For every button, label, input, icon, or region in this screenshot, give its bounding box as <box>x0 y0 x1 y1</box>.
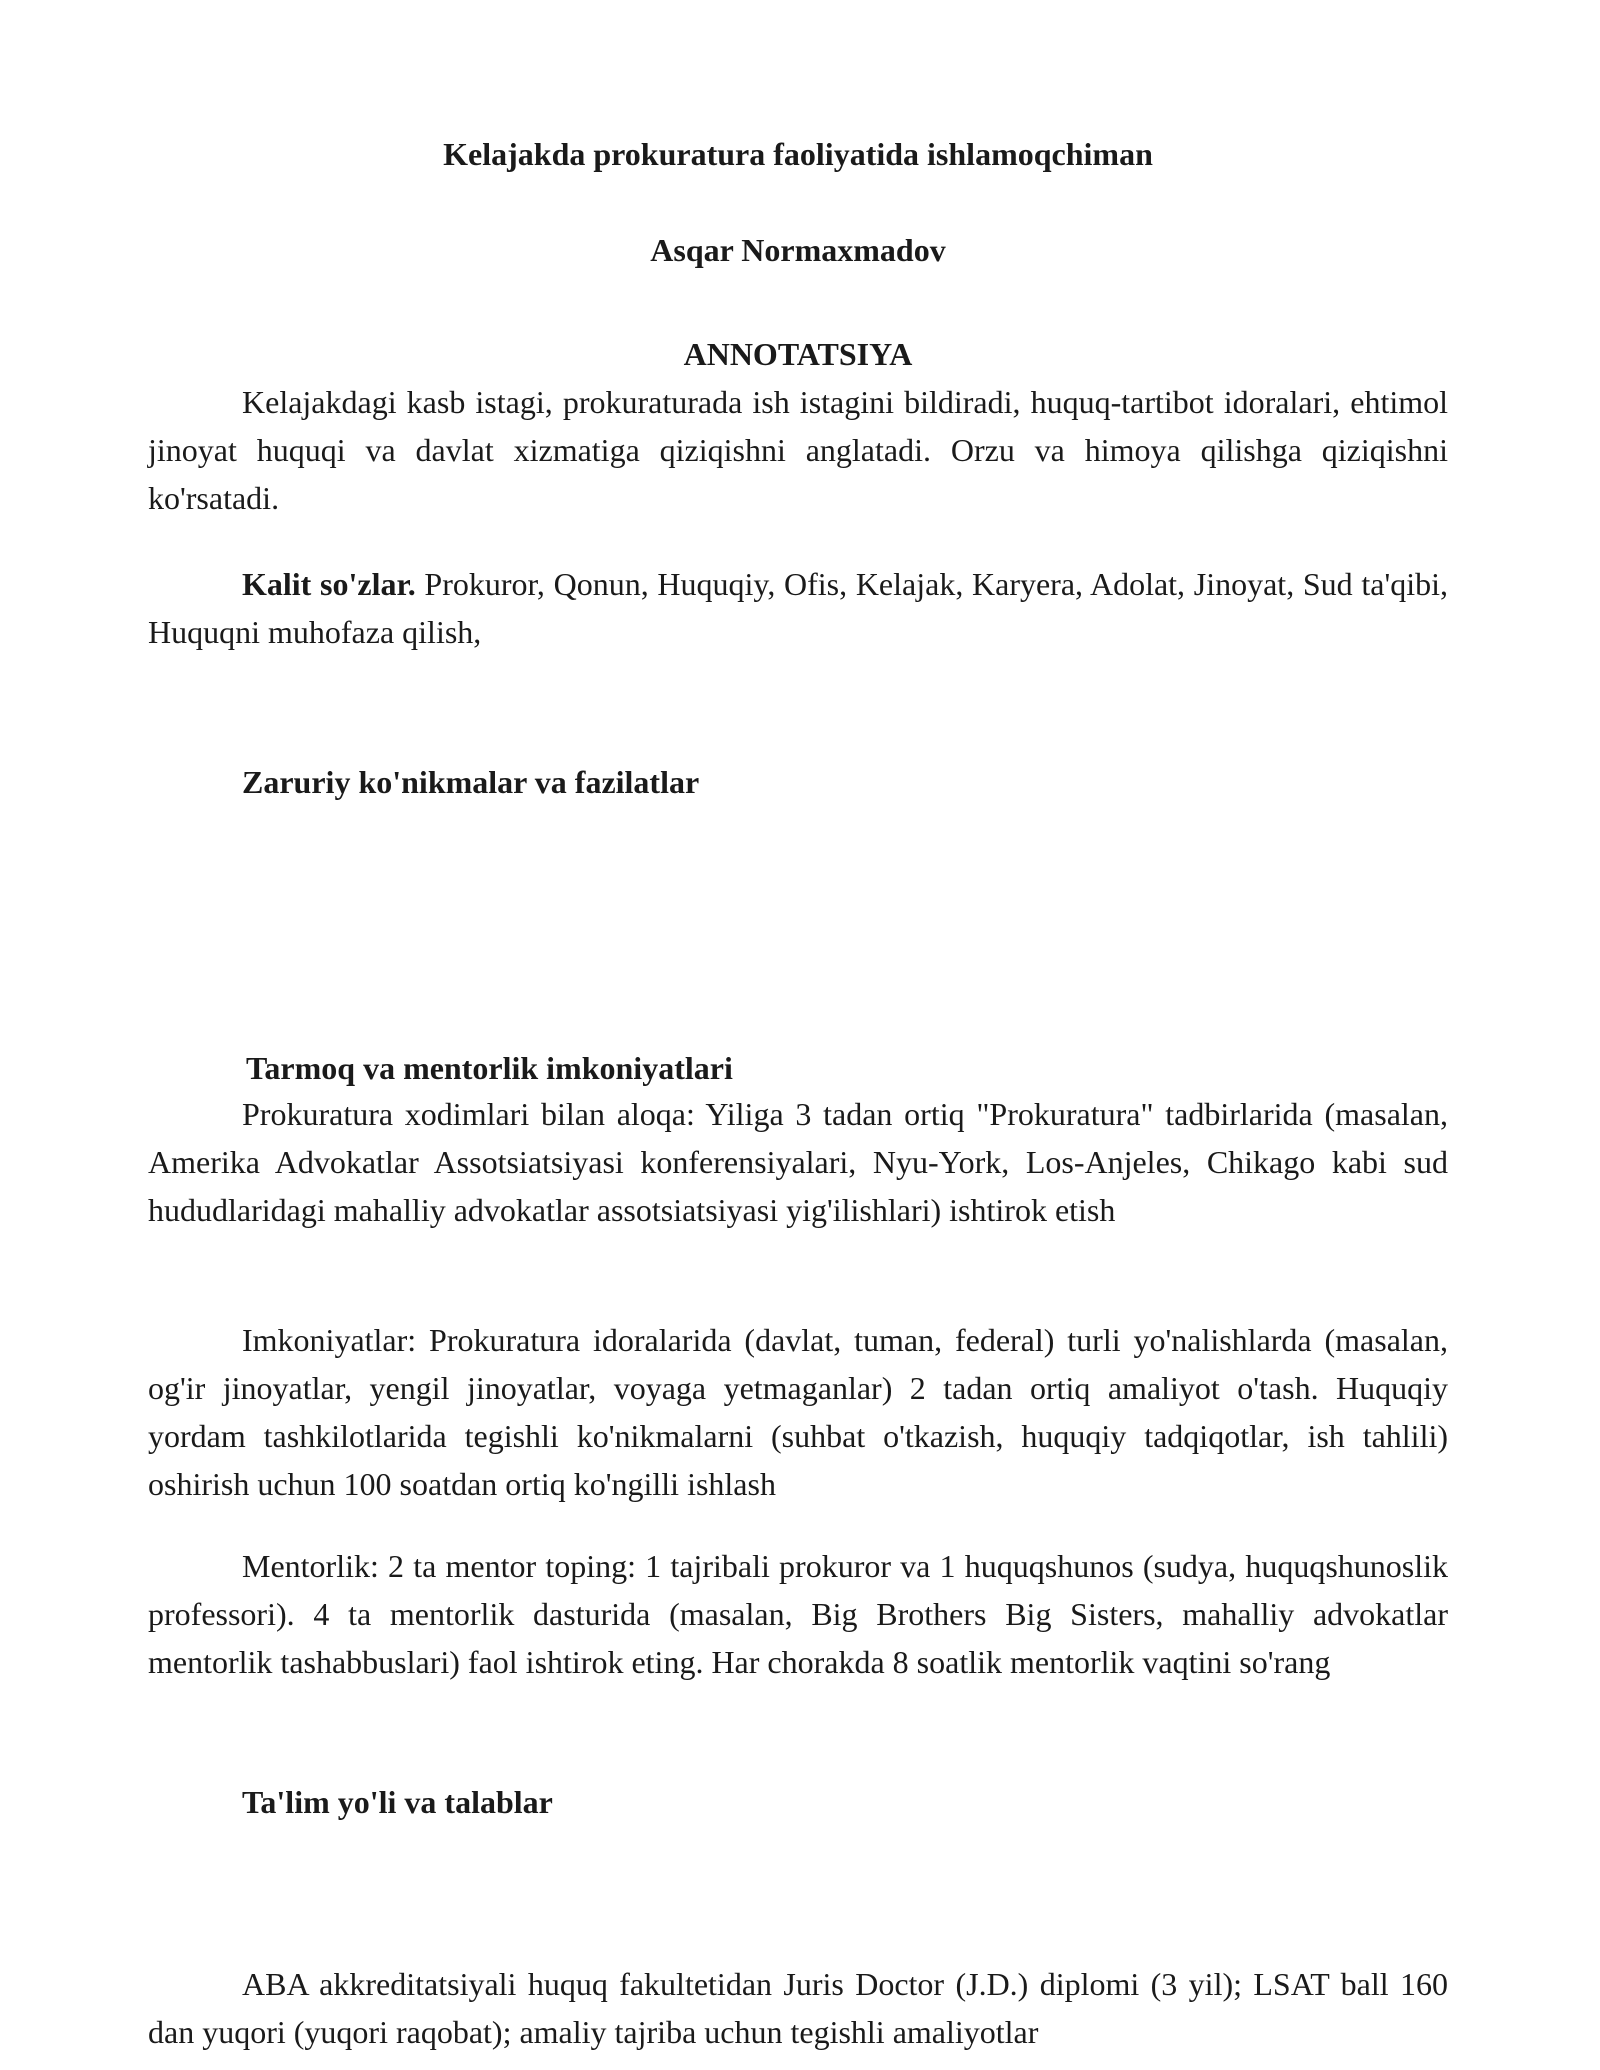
education-paragraph: ABA akkreditatsiyali huquq fakultetidan Juris Doctor (J.D.) diplomi (3 yil); LSAT ball 160 dan yuqori (yuqori raqobat); amaliy tajriba uchun tegishli amaliyotlar <box>148 1966 1448 2050</box>
networking-paragraph-contacts: Prokuratura xodimlari bilan aloqa: Yiliga 3 tadan ortiq "Prokuratura" tadbirlarida (masalan, Amerika Advokatlar Assotsiatsiyasi konferensiyalari, Nyu-York, Los-Anjeles, Chikago kabi sud hududlaridagi mahalliy advokatlar assotsiatsiyasi yig'ilishlari) ishtirok etish <box>148 1096 1448 1228</box>
author-name: Asqar Normaxmadov <box>650 232 946 268</box>
section-heading-education: Ta'lim yo'li va talablar <box>242 1784 553 1820</box>
section-heading-networking: Tarmoq va mentorlik imkoniyatlari <box>246 1050 733 1086</box>
document-title: Kelajakda prokuratura faoliyatida ishlamoqchiman <box>443 136 1153 172</box>
annotation-paragraph: Kelajakdagi kasb istagi, prokuraturada ish istagini bildiradi, huquq-tartibot idoralari, ehtimol jinoyat huquqi va davlat xizmatiga qiziqishni anglatadi. Orzu va himoya qilishga qiziqishni ko'rsatadi. <box>148 384 1448 516</box>
keywords-paragraph <box>148 560 1448 656</box>
networking-paragraph-mentorship: Mentorlik: 2 ta mentor toping: 1 tajribali prokuror va 1 huquqshunos (sudya, huquqshunoslik professori). 4 ta mentorlik dasturida (masalan, Big Brothers Big Sisters, mahalliy advokatlar mentorlik tashabbuslari) faol ishtirok eting. Har chorakda 8 soatlik mentorlik vaqtini so'rang <box>148 1548 1448 1680</box>
section-heading-skills: Zaruriy ko'nikmalar va fazilatlar <box>242 764 700 800</box>
keywords-text: Prokuror, Qonun, Huquqiy, Ofis, Kelajak, Karyera, Adolat, Jinoyat, Sud ta'qibi, Huquqni muhofaza qilish, <box>148 566 1449 650</box>
networking-paragraph-opportunities: Imkoniyatlar: Prokuratura idoralarida (davlat, tuman, federal) turli yo'nalishlarda (masalan, og'ir jinoyatlar, yengil jinoyatlar, voyaga yetmaganlar) 2 tadan ortiq amaliyot o'tash. Huquqiy yordam tashkilotlarida tegishli ko'nikmalarni (suhbat o'tkazish, huquqiy tadqiqotlar, ish tahlili) oshirish uchun 100 soatdan ortiq ko'ngilli ishlash <box>148 1322 1448 1502</box>
keywords-label: Kalit so'zlar. <box>242 566 416 602</box>
annotation-heading: ANNOTATSIYA <box>683 336 913 372</box>
